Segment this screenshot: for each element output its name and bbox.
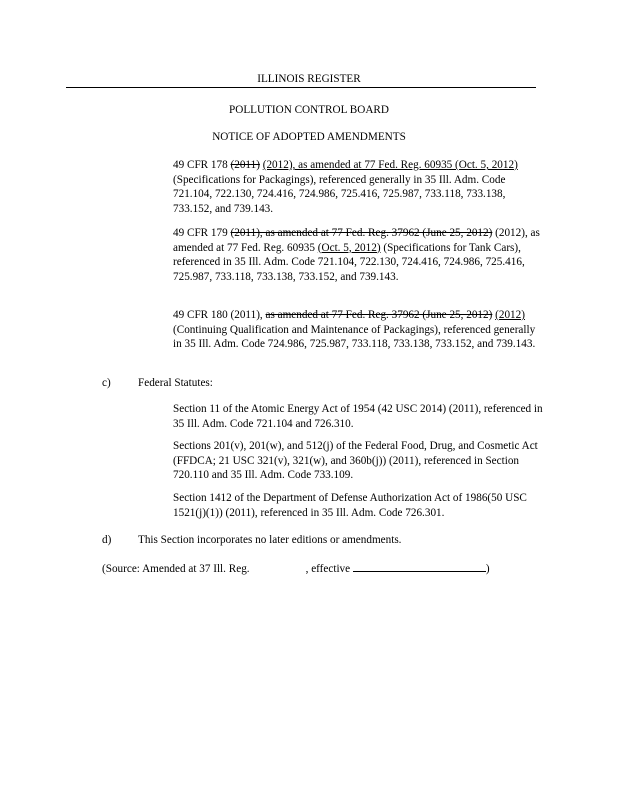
ffdca-entry [173, 439, 543, 483]
source-line [102, 561, 490, 577]
notice-title: NOTICE OF ADOPTED AMENDMENTS [212, 131, 406, 143]
ffdca-text: Sections 201(v), 201(w), and 512(j) of the Federal Food, Drug, and Cosmetic Act (FFDCA; 21 USC 321(v), 321(w), and 360b(j)) (2011), referenced in Section 720.110 and 35 Ill. Adm. Code 733.109. [173, 440, 538, 481]
cfr180-text-c: (Continuing Qualification and Maintenance of Packagings), referenced generally in 35 Ill. Adm. Code 724.986, 725.987, 733.118, 733.138, 733.152, and 739.143. [173, 323, 536, 350]
cfr179-deleted: (2011), as amended at 77 Fed. Reg. 37962 (June 25, 2012) [230, 227, 493, 239]
cfr179-text-a: 49 CFR 179 [173, 227, 231, 239]
cfr179-text-b: (2012), as amended at 77 Fed. Reg. 60935 [173, 227, 540, 254]
register-title: ILLINOIS REGISTER [257, 73, 361, 85]
atomic-energy-act [173, 402, 543, 431]
cfr178-deleted: (2011) [230, 159, 260, 171]
cfr178-inserted: (2012), as amended at 77 Fed. Reg. 60935 (Oct. 5, 2012) [262, 159, 518, 171]
cfr180-deleted: as amended at 77 Fed. Reg. 37962 (June 25, 2012) [265, 309, 493, 321]
source-close: ) [485, 563, 490, 575]
section-d-label: d) [102, 534, 112, 546]
cfr179-inserted: (Oct. 5, 2012) [317, 241, 381, 254]
atomic-energy-text: Section 11 of the Atomic Energy Act of 1954 (42 USC 2014) (2011), referenced in 35 Ill. Adm. Code 721.104 and 726.310. [173, 403, 543, 430]
header-rule [66, 87, 536, 88]
cfr179-text-c: (Specifications for Tank Cars), referenced in 35 Ill. Adm. Code 721.104, 722.130, 724.416, 724.986, 725.416, 725.987, 733.118, 733.138, 733.152, and 739.143. [173, 241, 525, 283]
effective-date-blank [353, 561, 486, 572]
cfr180-inserted: (2012) [495, 309, 525, 321]
cfr179-entry [173, 226, 543, 284]
cfr180-text-a: 49 CFR 180 (2011), [173, 309, 266, 321]
board-title: POLLUTION CONTROL BOARD [229, 104, 389, 116]
source-effective: , effective [305, 563, 351, 575]
cfr178-entry [173, 158, 543, 216]
cfr180-entry [173, 308, 543, 352]
section-d-text: This Section incorporates no later editions or amendments. [138, 534, 402, 546]
section-c-title: Federal Statutes: [138, 377, 213, 389]
section-c-label: c) [102, 377, 111, 389]
cfr178-text-a: 49 CFR 178 [173, 159, 231, 171]
defense-act-entry [173, 491, 543, 520]
defense-act-text: Section 1412 of the Department of Defense Authorization Act of 1986(50 USC 1521(j)(1)) (2011), referenced in 35 Ill. Adm. Code 726.301. [173, 492, 527, 519]
source-prefix: (Source: Amended at 37 Ill. Reg. [102, 563, 250, 575]
cfr178-text-c: (Specifications for Packagings), referenced generally in 35 Ill. Adm. Code 721.104, 722.130, 724.416, 724.986, 725.416, 725.987, 733.118, 733.138, 733.152, and 739.143. [173, 173, 506, 215]
